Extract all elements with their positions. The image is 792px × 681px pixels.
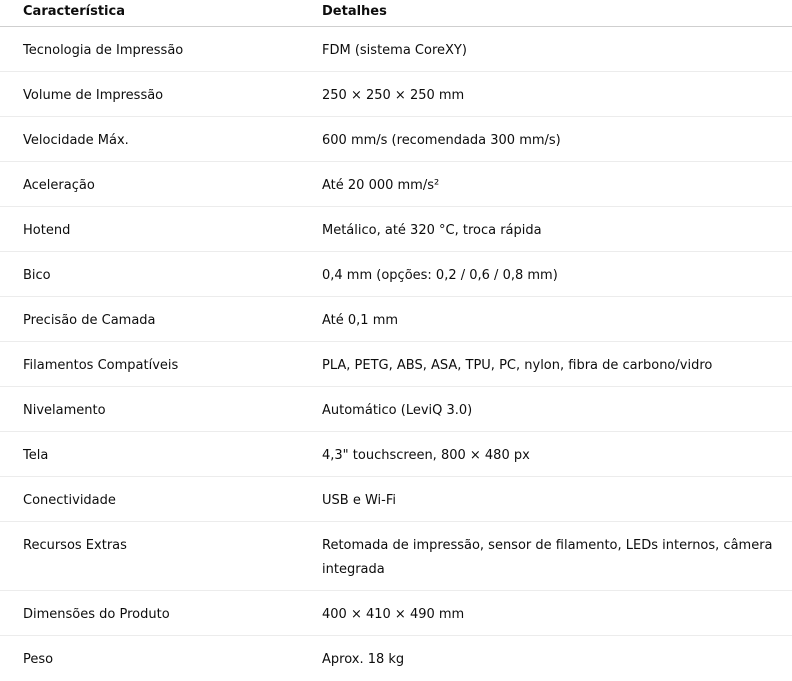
table-row bbox=[0, 207, 792, 252]
feature-cell: Nivelamento bbox=[23, 403, 106, 418]
table-row bbox=[0, 522, 792, 591]
details-cell: Aprox. 18 kg bbox=[322, 652, 405, 667]
table-row bbox=[0, 252, 792, 297]
feature-cell: Recursos Extras bbox=[23, 538, 127, 553]
feature-cell: Conectividade bbox=[23, 493, 116, 508]
table-row bbox=[0, 636, 792, 681]
details-cell: 600 mm/s (recomendada 300 mm/s) bbox=[322, 133, 561, 148]
feature-cell: Bico bbox=[23, 268, 51, 283]
details-cell: PLA, PETG, ABS, ASA, TPU, PC, nylon, fibra de carbono/vidro bbox=[322, 358, 713, 373]
feature-cell: Peso bbox=[23, 652, 54, 667]
details-cell: Retomada de impressão, sensor de filamento, LEDs internos, câmera integrada bbox=[322, 538, 773, 577]
table-row bbox=[0, 297, 792, 342]
details-cell: Automático (LeviQ 3.0) bbox=[322, 403, 473, 418]
table-row bbox=[0, 72, 792, 117]
feature-cell: Volume de Impressão bbox=[23, 88, 164, 103]
feature-cell: Precisão de Camada bbox=[23, 313, 156, 328]
table-row bbox=[0, 27, 792, 72]
table-row bbox=[0, 432, 792, 477]
table-row bbox=[0, 117, 792, 162]
details-cell: FDM (sistema CoreXY) bbox=[322, 43, 467, 58]
details-cell: Metálico, até 320 °C, troca rápida bbox=[322, 223, 542, 238]
details-cell: 400 × 410 × 490 mm bbox=[322, 607, 465, 622]
details-cell: Até 0,1 mm bbox=[322, 313, 399, 328]
table-row bbox=[0, 477, 792, 522]
table-row bbox=[0, 162, 792, 207]
column-header-feature: Característica bbox=[23, 4, 125, 19]
feature-cell: Dimensões do Produto bbox=[23, 607, 170, 622]
details-cell: Até 20 000 mm/s² bbox=[322, 178, 440, 193]
table-row bbox=[0, 387, 792, 432]
feature-cell: Tela bbox=[23, 448, 49, 463]
feature-cell: Filamentos Compatíveis bbox=[23, 358, 179, 373]
table-header-row bbox=[0, 0, 792, 27]
details-cell: 250 × 250 × 250 mm bbox=[322, 88, 465, 103]
feature-cell: Tecnologia de Impressão bbox=[23, 43, 184, 58]
details-cell: USB e Wi-Fi bbox=[322, 493, 396, 508]
details-cell: 0,4 mm (opções: 0,2 / 0,6 / 0,8 mm) bbox=[322, 268, 558, 283]
feature-cell: Velocidade Máx. bbox=[23, 133, 129, 148]
column-header-details: Detalhes bbox=[322, 4, 387, 19]
table-row bbox=[0, 591, 792, 636]
details-cell: 4,3" touchscreen, 800 × 480 px bbox=[322, 448, 530, 463]
feature-cell: Hotend bbox=[23, 223, 71, 238]
feature-cell: Aceleração bbox=[23, 178, 95, 193]
table-row bbox=[0, 342, 792, 387]
